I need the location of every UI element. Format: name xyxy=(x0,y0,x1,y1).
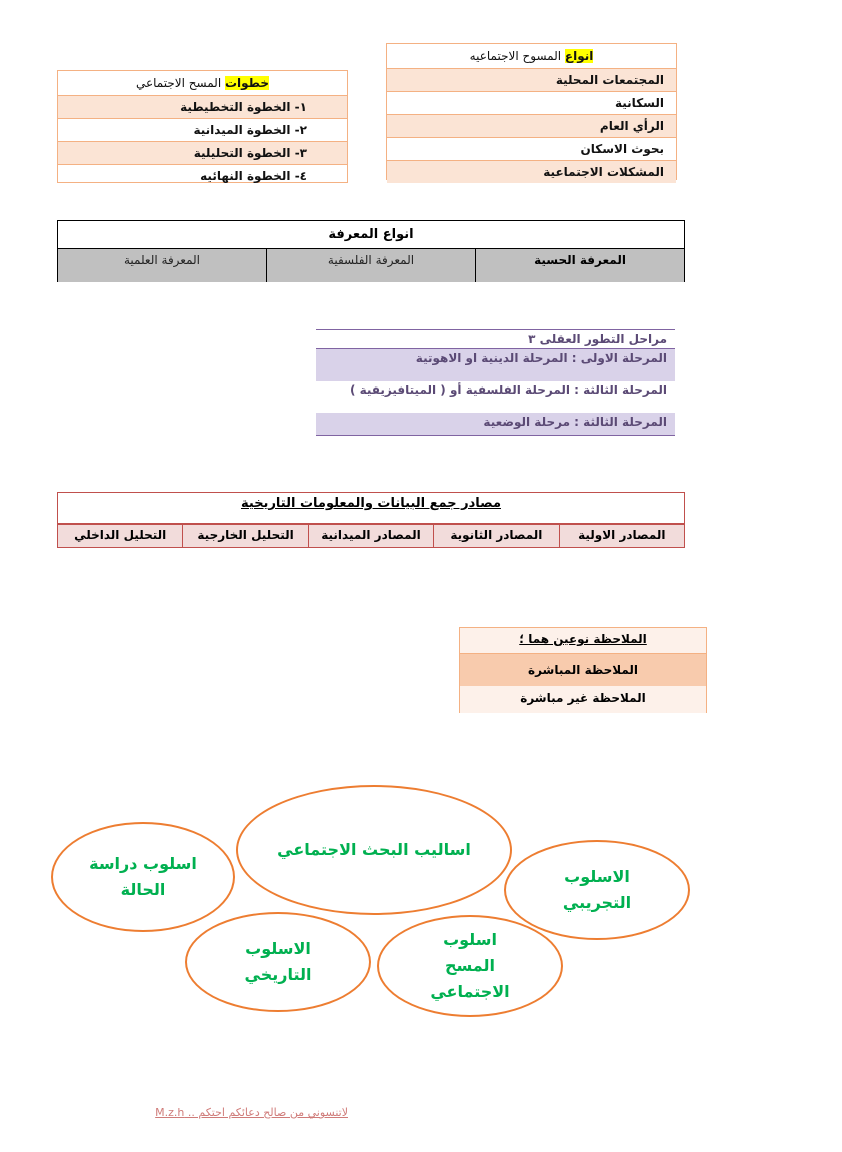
knowledge-type-cell: المعرفة الفلسفية xyxy=(266,249,475,282)
survey-types-title-rest: المسوح الاجتماعيه xyxy=(469,49,565,63)
survey-step-row: ٢- الخطوة الميدانية xyxy=(58,118,347,141)
observation-types-table xyxy=(459,627,707,713)
mental-stages-title: مراحل التطور العقلى ٣ xyxy=(316,329,675,349)
data-source-cell: المصادر الميدانية xyxy=(308,525,433,547)
survey-steps-title-highlight: خطوات xyxy=(224,76,270,90)
mental-stages-table xyxy=(316,329,675,435)
data-source-cell: التحليل الداخلي xyxy=(58,525,182,547)
survey-types-table xyxy=(386,43,677,180)
observation-row: الملاحظة غير مباشرة xyxy=(460,686,706,713)
data-source-cell: المصادر الاولية xyxy=(559,525,684,547)
methods-center-ellipse xyxy=(236,785,512,915)
mental-stage-row: المرحلة الاولى : المرحلة الدينية او الاهوتية xyxy=(316,349,675,381)
survey-type-row: الرأي العام xyxy=(387,114,676,137)
historical-label: الاسلوب التاريخي xyxy=(244,939,312,984)
survey-step-row: ٣- الخطوة التحليلية xyxy=(58,141,347,164)
historical-ellipse xyxy=(185,912,371,1012)
survey-method-ellipse xyxy=(377,915,563,1017)
methods-center-label: اساليب البحث الاجتماعي xyxy=(277,840,471,859)
data-source-cell: التحليل الخارجية xyxy=(182,525,307,547)
survey-type-row: بحوث الاسكان xyxy=(387,137,676,160)
survey-types-title xyxy=(387,44,676,68)
survey-step-row: ١- الخطوة التخطيطية xyxy=(58,95,347,118)
knowledge-types-title: انواع المعرفة xyxy=(58,221,684,249)
survey-step-row: ٤- الخطوة النهائيه xyxy=(58,164,347,187)
experimental-label: الاسلوب التجريبي xyxy=(562,867,632,912)
data-sources-title: مصادر جمع البيانات والمعلومات التاريخية xyxy=(58,493,684,525)
case-study-label: اسلوب دراسة الحالة xyxy=(89,854,197,899)
knowledge-type-cell: المعرفة العلمية xyxy=(58,249,266,282)
observation-title: الملاحظة نوعين هما ؛ xyxy=(460,628,706,654)
survey-types-title-highlight: انواع xyxy=(564,49,594,63)
experimental-ellipse xyxy=(504,840,690,940)
survey-steps-title xyxy=(58,71,347,95)
data-source-cell: المصادر الثانوية xyxy=(433,525,558,547)
footer-note: لاتنسوني من صالح دعائكم احتكم .. M.z.h xyxy=(155,1106,348,1119)
survey-steps-title-rest: المسح الاجتماعي xyxy=(135,76,225,90)
survey-type-row: المشكلات الاجتماعية xyxy=(387,160,676,183)
data-sources-table xyxy=(57,492,685,548)
knowledge-types-table xyxy=(57,220,685,282)
survey-type-row: السكانية xyxy=(387,91,676,114)
survey-type-row: المجتمعات المحلية xyxy=(387,68,676,91)
mental-stage-row: المرحلة الثالثة : المرحلة الفلسفية أو ( الميتافيزيقية ) xyxy=(349,383,667,397)
case-study-ellipse xyxy=(51,822,235,932)
survey-steps-table xyxy=(57,70,348,183)
knowledge-type-cell: المعرفة الحسية xyxy=(475,249,684,282)
mental-stage-row: المرحلة الثالثة : مرحلة الوضعية xyxy=(316,413,675,436)
observation-row: الملاحظة المباشرة xyxy=(460,654,706,686)
survey-method-label: اسلوب المسح الاجتماعي xyxy=(430,930,510,1001)
